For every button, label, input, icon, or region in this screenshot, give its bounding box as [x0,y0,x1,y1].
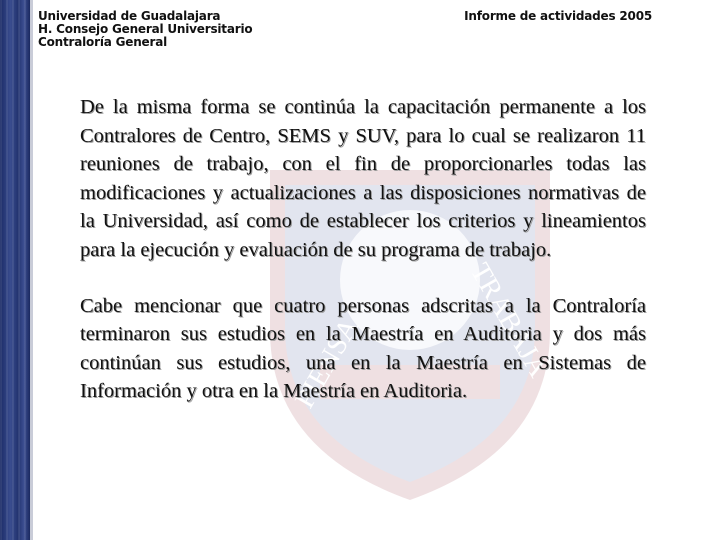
paragraph-studies: Cabe mencionar que cuatro personas adscritas a la Contraloría terminaron sus estudios en la Maestría en Auditoria y dos más continúan sus estudios, una en la Maestría en Sistemas de Información y otra en la Maestría en Auditoria. [80,294,646,403]
institution-block [38,10,252,49]
council-name: H. Consejo General Universitario [38,22,253,36]
left-decorative-bar [0,0,30,540]
paragraph-training: De la misma forma se continúa la capacitación permanente a los Contralores de Centro, SEMS y SUV, para lo cual se realizaron 11 reuniones de trabajo, con el fin de proporcionarles todas las modificaciones y actualizaciones a las disposiciones normativas de la Universidad, así como de establecer los criterios y lineamientos para la ejecución y evaluación de su programa de trabajo. [80,96,646,261]
left-divider [30,0,33,540]
slide-body [80,93,646,406]
seal-text-left: PIENSA [289,313,366,414]
report-title: Informe de actividades 2005 [464,9,652,23]
institution-name: Universidad de Guadalajara [38,9,221,23]
seal-text-right: TRABAJA [463,258,554,383]
department-name: Contraloría General [38,35,168,49]
